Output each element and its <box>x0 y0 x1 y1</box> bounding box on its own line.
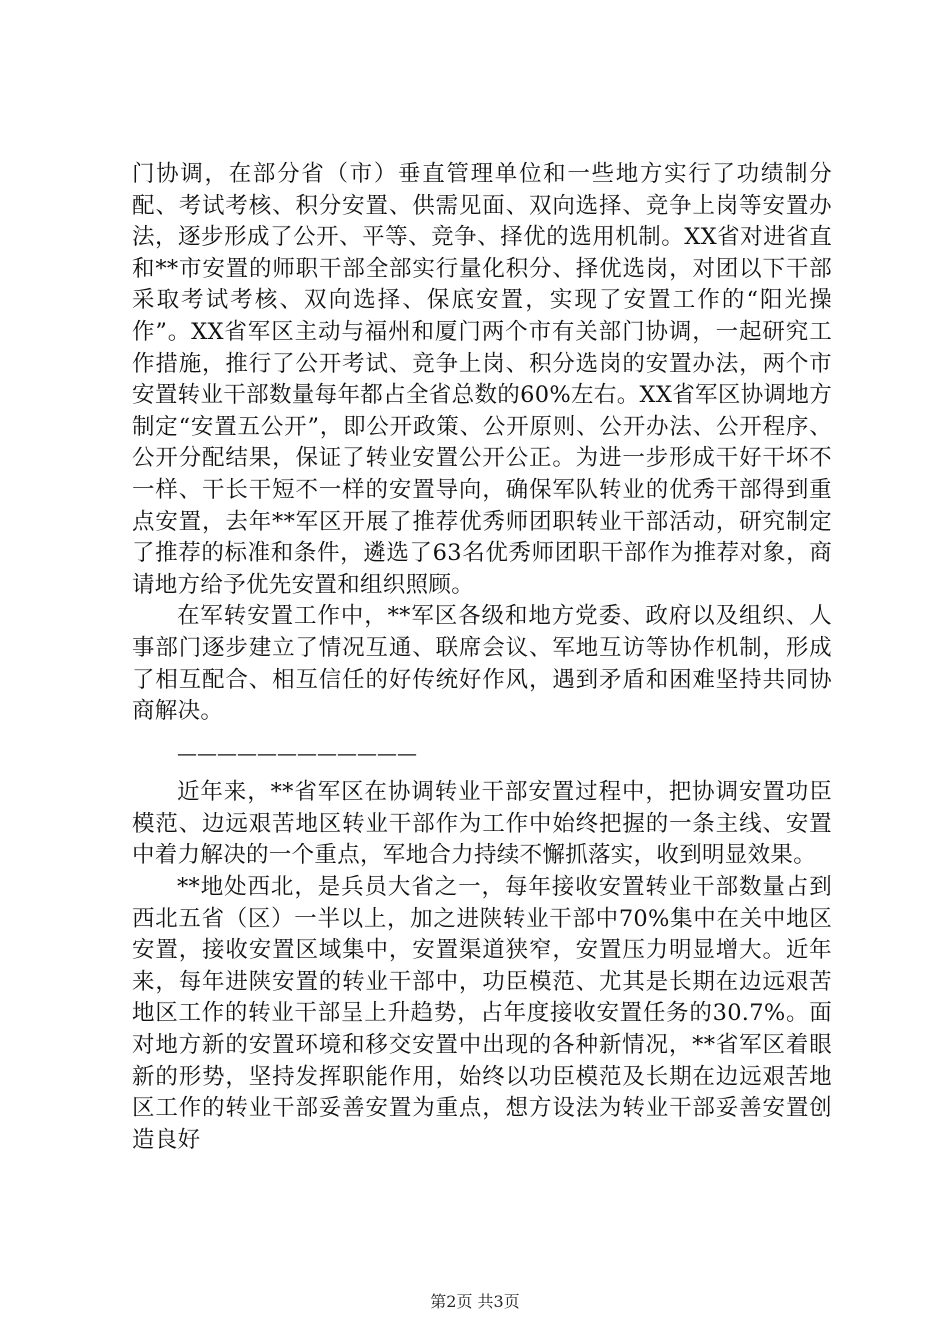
section-separator: ———————————— <box>177 740 417 765</box>
paragraph-recent-years: 近年来，**省军区在协调转业干部安置过程中，把协调安置功臣模范、边远艰苦地区转业干部作为工作中始终把握的一条主线、安置中着力解决的一个重点，军地合力持续不懈抓落实，收到明显效果。 <box>132 779 832 869</box>
paragraph-northwest: **地处西北，是兵员大省之一，每年接收安置转业干部数量占到西北五省（区）一半以上，加之进陕转业干部中70%集中在关中地区安置，接收安置区域集中，安置渠道狭窄，安置压力明显增大。近年来，每年进陕安置的转业干部中，功臣模范、尤其是长期在边远艰苦地区工作的转业干部呈上升趋势，占年度接收安置任务的30.7%。面对地方新的安置环境和移交安置中出现的各种新情况，**省军区着眼新的形势，坚持发挥职能作用，始终以功臣模范及长期在边远艰苦地区工作的转业干部妥善安置为重点，想方设法为转业干部妥善安置创造良好 <box>132 874 832 1153</box>
paragraph-continuation: 门协调，在部分省（市）垂直管理单位和一些地方实行了功绩制分配、考试考核、积分安置、供需见面、双向选择、竞争上岗等安置办法，逐步形成了公开、平等、竞争、择优的选用机制。XX省对进省直和**市安置的师职干部全部实行量化积分、择优选岗，对团以下干部采取考试考核、双向选择、保底安置，实现了安置工作的“阳光操作”。XX省军区主动与福州和厦门两个市有关部门协调，一起研究工作措施，推行了公开考试、竞争上岗、积分选岗的安置办法，两个市安置转业干部数量每年都占全省总数的60%左右。XX省军区协调地方制定“安置五公开”，即公开政策、公开原则、公开办法、公开程序、公开分配结果，保证了转业安置公开公正。为进一步形成干好干坏不一样、干长干短不一样的安置导向，确保军队转业的优秀干部得到重点安置，去年**军区开展了推荐优秀师团职转业干部活动，研究制定了推荐的标准和条件，遴选了63名优秀师团职干部作为推荐对象，商请地方给予优先安置和组织照顾。 <box>132 161 832 598</box>
page-footer: 第2页 共3页 <box>430 1292 520 1311</box>
paragraph-coordination-mechanism: 在军转安置工作中，**军区各级和地方党委、政府以及组织、人事部门逐步建立了情况互通、联席会议、军地互访等协作机制，形成了相互配合、相互信任的好传统好作风，遇到矛盾和困难坚持共同协商解决。 <box>132 603 832 725</box>
document-body <box>132 159 832 1156</box>
